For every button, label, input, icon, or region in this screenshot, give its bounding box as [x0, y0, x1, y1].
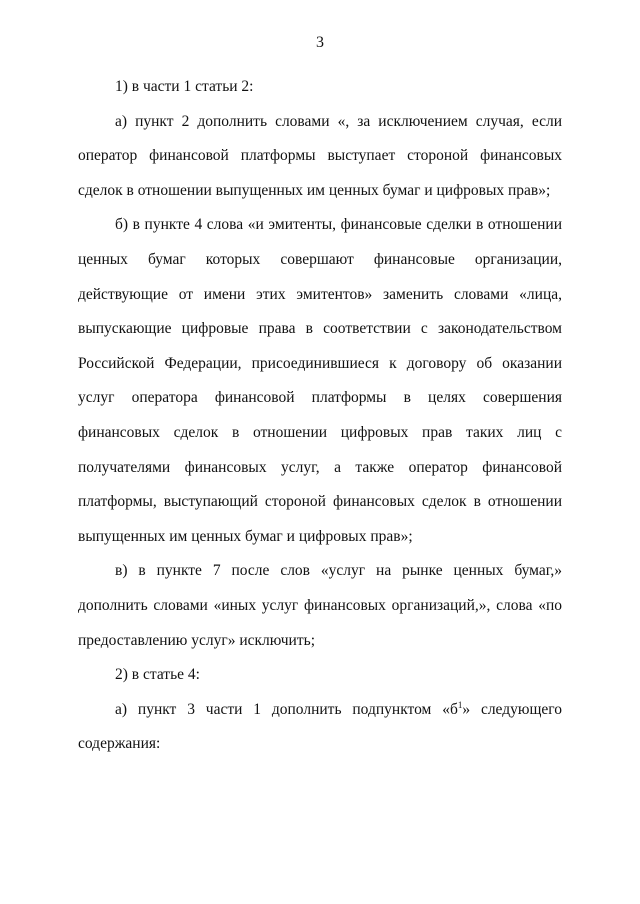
- paragraph-2a: [78, 693, 562, 762]
- paragraph-1: 1) в части 1 статьи 2:: [115, 78, 254, 95]
- paragraph-1b: б) в пункте 4 слова «и эмитенты, финансовые сделки в отношении ценных бумаг которых совершают финансовые организации, действующие от имени этих эмитентов» заменить словами «лица, выпускающие цифровые права в соответствии с законодательством Российской Федерации, присоединившиеся к договору об оказании услуг оператора финансовой платформы в целях совершения финансовых сделок в отношении цифровых прав таких лиц с получателями финансовых услуг, а также оператор финансовой платформы, выступающий стороной финансовых сделок в отношении выпущенных им ценных бумаг и цифровых прав»;: [78, 216, 562, 545]
- superscript-index: 1: [457, 699, 463, 710]
- paragraph-2a-text-before: а) пункт 3 части 1 дополнить подпунктом «б: [115, 700, 458, 718]
- document-body: [78, 70, 562, 762]
- page-number: 3: [316, 34, 324, 51]
- paragraph-2: 2) в статье 4:: [115, 666, 200, 684]
- paragraph-1a: а) пункт 2 дополнить словами «, за исключением случая, если оператор финансовой платформы выступает стороной финансовых сделок в отношении выпущенных им ценных бумаг и цифровых прав»;: [78, 112, 562, 199]
- paragraph-2a-text-after: » следующего содержания:: [78, 700, 562, 753]
- paragraph-1c: в) в пункте 7 после слов «услуг на рынке ценных бумаг,» дополнить словами «иных услуг финансовых организаций,», слова «по предоставлению услуг» исключить;: [78, 562, 562, 649]
